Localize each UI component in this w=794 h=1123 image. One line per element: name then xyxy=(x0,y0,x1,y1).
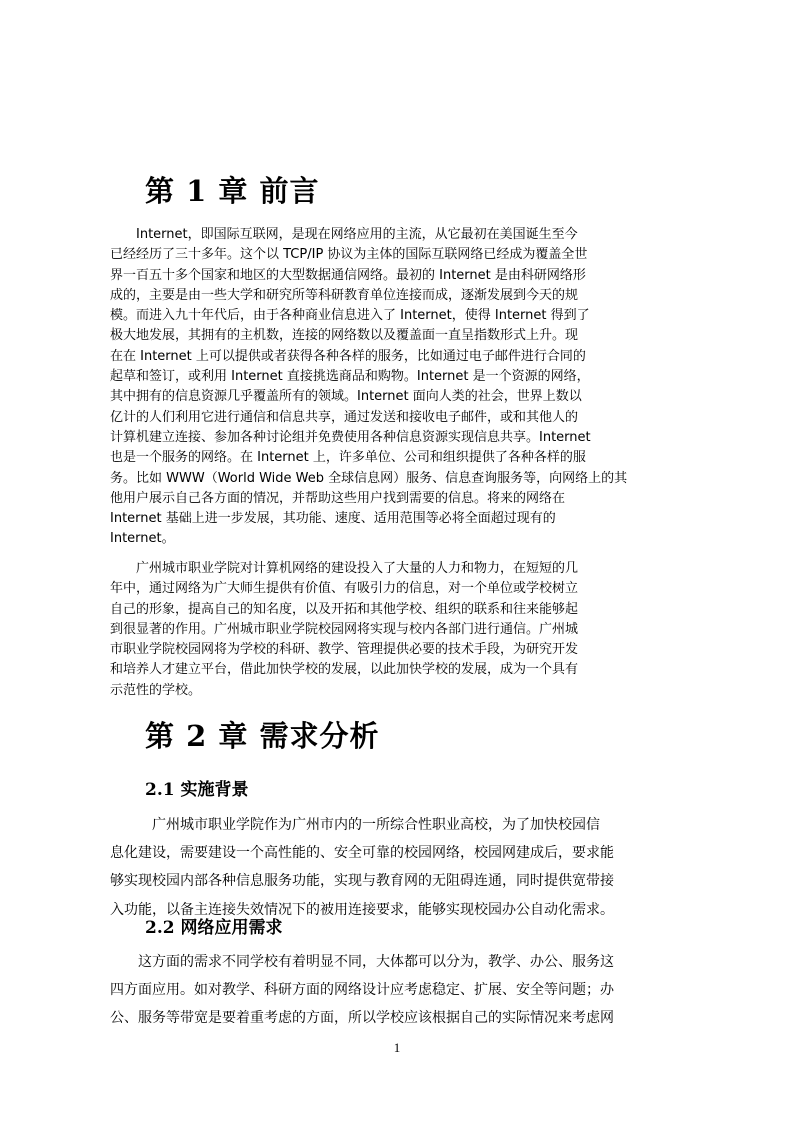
text-line: 起草和签订，或利用 Internet 直接挑选商品和购物。Internet 是一个资源的网络， xyxy=(110,369,590,385)
text-line: 广州城市职业学院作为广州市内的一所综合性职业高校，为了加快校园信 xyxy=(110,817,600,833)
text-line: 到很显著的作用。广州城市职业学院校园网将实现与校内各部门进行通信。广州城 xyxy=(110,621,579,637)
chapter-1-title: 第 1 章 前言 xyxy=(145,174,320,208)
text-line: 广州城市职业学院对计算机网络的建设投入了大量的人力和物力，在短短的几 xyxy=(110,561,579,576)
text-line: 已经经历了三十多年。这个以 TCP/IP 协议为主体的国际互联网络已经成为覆盖全世 xyxy=(110,247,588,263)
section-2-2-paragraph xyxy=(110,948,690,1033)
text-line: 极大地发展，其拥有的主机数，连接的网络数以及覆盖面一直呈指数形式上升。现 xyxy=(110,328,579,344)
text-line: 成的，主要是由一些大学和研究所等科研教育单位连接而成，逐渐发展到今天的规 xyxy=(110,287,579,303)
chapter-2-title: 第 2 章 需求分析 xyxy=(145,719,380,753)
text-line: 其中拥有的信息资源几乎覆盖所有的领域。Internet 面向人类的社会，世界上数以 xyxy=(110,389,582,405)
text-line: Internet 基础上进一步发展，其功能、速度、适用范围等必将全面超过现有的 xyxy=(110,511,556,527)
text-line: Internet。 xyxy=(110,531,175,547)
text-line: 这方面的需求不同学校有着明显不同，大体都可以分为，教学、办公、服务这 xyxy=(110,954,614,970)
text-line: 够实现校园内部各种信息服务功能，实现与教育网的无阻碍连通，同时提供宽带接 xyxy=(110,873,614,890)
text-line: 务。比如 WWW（World Wide Web 全球信息网）服务、信息查询服务等，向网络上的其 xyxy=(110,470,628,486)
text-line: 和培养人才建立平台，借此加快学校的发展，以此加快学校的发展，成为一个具有 xyxy=(110,662,579,678)
text-line: 他用户展示自己各方面的情况，并帮助这些用户找到需要的信息。将来的网络在 xyxy=(110,490,566,506)
section-2-2-title: 2.2 网络应用需求 xyxy=(145,918,283,938)
text-line: Internet，即国际互联网，是现在网络应用的主流，从它最初在美国诞生至今 xyxy=(110,227,578,242)
text-line: 四方面应用。如对教学、科研方面的网络设计应考虑稳定、扩展、安全等问题；办 xyxy=(110,982,614,999)
text-line: 公、服务等带宽是要着重考虑的方面，所以学校应该根据自己的实际情况来考虑网 xyxy=(110,1010,614,1027)
text-line: 计算机建立连接、参加各种讨论组并免费使用各种信息资源实现信息共享。Internet xyxy=(110,429,591,445)
text-line: 息化建设，需要建设一个高性能的、安全可靠的校园网络，校园网建成后，要求能 xyxy=(110,845,614,862)
text-line: 入功能，以备主连接失效情况下的被用连接要求，能够实现校园办公自动化需求。 xyxy=(110,901,614,918)
text-line: 市职业学院校园网将为学校的科研、教学、管理提供必要的技术手段，为研究开发 xyxy=(110,642,579,658)
section-2-1-paragraph xyxy=(110,811,690,924)
chapter-1-paragraph-2 xyxy=(110,559,690,701)
page-number: 1 xyxy=(393,1040,401,1055)
text-line: 界一百五十多个国家和地区的大型数据通信网络。最初的 Internet 是由科研网络形 xyxy=(110,267,586,283)
section-2-1-title: 2.1 实施背景 xyxy=(145,780,249,800)
text-line: 示范性的学校。 xyxy=(110,682,202,698)
text-line: 在在 Internet 上可以提供或者获得各种各样的服务，比如通过电子邮件进行合同的 xyxy=(110,348,586,364)
chapter-1-paragraph-1 xyxy=(110,225,690,550)
text-line: 自己的形象，提高自己的知名度，以及开拓和其他学校、组织的联系和往来能够起 xyxy=(110,601,579,617)
text-line: 模。而进入九十年代后，由于各种商业信息进入了 Internet，使得 Internet 得到了 xyxy=(110,308,590,324)
text-line: 也是一个服务的网络。在 Internet 上，许多单位、公司和组织提供了各种各样的服 xyxy=(110,450,586,466)
text-line: 年中，通过网络为广大师生提供有价值、有吸引力的信息，对一个单位或学校树立 xyxy=(110,581,579,597)
text-line: 亿计的人们利用它进行通信和信息共享，通过发送和接收电子邮件，或和其他人的 xyxy=(110,409,579,425)
